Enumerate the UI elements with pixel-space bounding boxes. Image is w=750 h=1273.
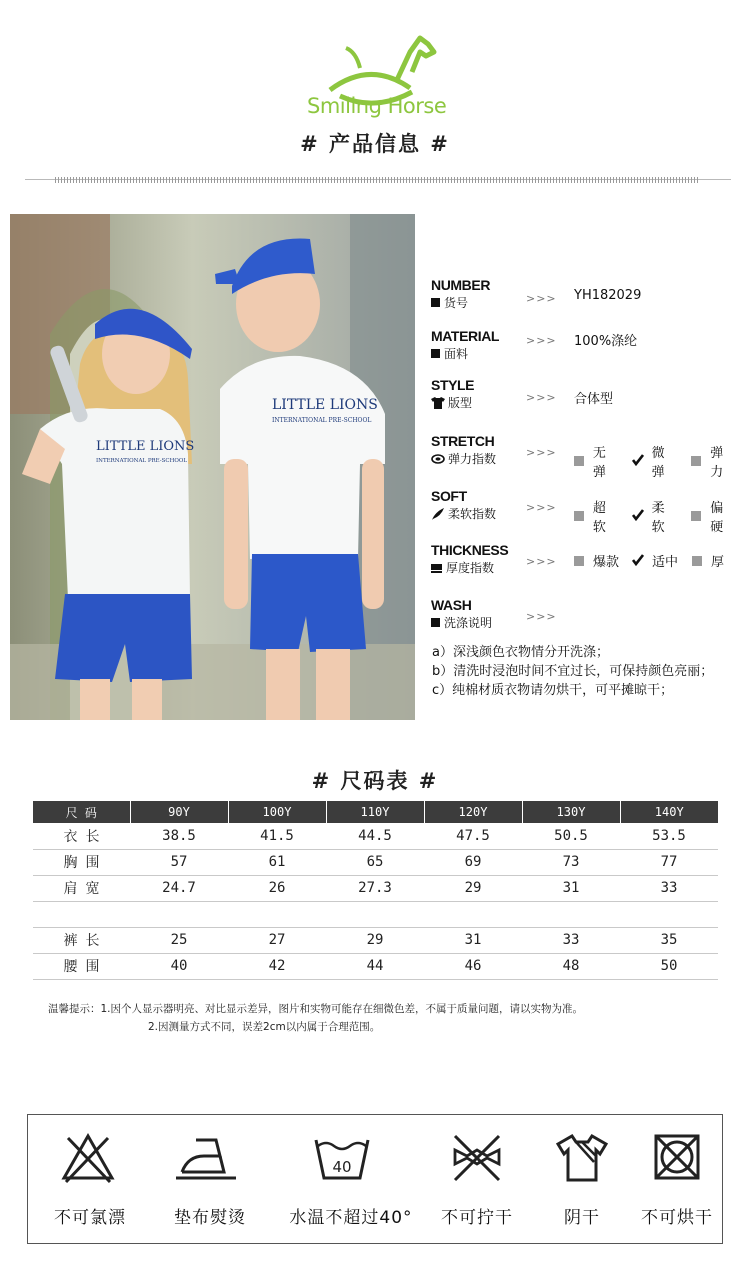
thickness-option: 爆款 <box>593 555 620 570</box>
stretch-option: 无弹 <box>592 446 606 480</box>
spec-material-value: 100%涤纶 <box>574 334 638 349</box>
wash-instruction: b）清洗时浸泡时间不宜过长，可保持颜色亮丽； <box>432 664 714 679</box>
care-label-no-bleach: 不可氯漂 <box>54 1208 126 1228</box>
table-cell: 27.3 <box>326 875 424 901</box>
table-cell: 69 <box>424 849 522 875</box>
size-header-cell: 100Y <box>228 801 326 823</box>
table-row <box>33 927 718 953</box>
iron-with-cloth-icon <box>174 1132 238 1184</box>
square-bullet-icon <box>431 298 440 307</box>
option-box <box>574 511 584 521</box>
table-cell: 48 <box>522 953 620 979</box>
stretch-options <box>574 442 750 480</box>
table-cell: 73 <box>522 849 620 875</box>
table-cell: 26 <box>228 875 326 901</box>
wash-instruction: c）纯棉材质衣物请勿烘干，可平摊晾干； <box>432 683 674 698</box>
no-wring-icon <box>449 1132 505 1184</box>
size-header-cell: 90Y <box>130 801 228 823</box>
spec-thickness <box>431 542 508 576</box>
row-label: 腰围 <box>33 953 130 979</box>
table-cell: 31 <box>424 927 522 953</box>
thickness-option: 厚 <box>711 555 725 570</box>
spec-style-cn: 版型 <box>448 396 473 410</box>
spec-number-arrow: >>> <box>526 292 557 305</box>
check-icon <box>633 556 643 566</box>
table-cell: 50 <box>620 953 718 979</box>
care-label-no-wring: 不可拧干 <box>441 1208 513 1228</box>
table-cell: 35 <box>620 927 718 953</box>
check-icon <box>633 511 643 521</box>
spec-number <box>431 277 490 311</box>
thickness-options <box>574 551 738 570</box>
stretch-option: 弹力 <box>710 446 724 480</box>
stretch-icon <box>431 454 445 464</box>
layers-icon <box>431 563 443 573</box>
spec-stretch-en: STRETCH <box>431 433 495 449</box>
spec-number-en: NUMBER <box>431 277 491 293</box>
tshirt-icon <box>431 397 445 409</box>
table-cell: 33 <box>522 927 620 953</box>
table-row <box>33 875 718 901</box>
girl-shirt-subtext: INTERNATIONAL PRE-SCHOOL <box>96 458 188 464</box>
table-cell: 47.5 <box>424 823 522 849</box>
care-label-iron: 垫布熨烫 <box>174 1208 246 1228</box>
table-cell: 61 <box>228 849 326 875</box>
care-label-wash: 水温不超过40° <box>289 1208 413 1228</box>
spec-wash-cn: 洗涤说明 <box>444 616 493 630</box>
spec-stretch-cn: 弹力指数 <box>448 452 497 466</box>
option-box <box>574 556 584 566</box>
table-cell: 65 <box>326 849 424 875</box>
spec-style-en: STYLE <box>431 377 475 393</box>
boy-shirt-text: LITTLE LIONS <box>272 397 378 413</box>
size-header-cell: 130Y <box>522 801 620 823</box>
tip-line-2: 2.因测量方式不同，误差2cm以内属于合理范围。 <box>148 1021 381 1033</box>
check-icon <box>633 456 643 466</box>
soft-option: 超软 <box>592 501 606 535</box>
spec-material <box>431 328 499 362</box>
spec-style-arrow: >>> <box>526 391 557 404</box>
size-header-cell: 120Y <box>424 801 522 823</box>
girl-shirt-text: LITTLE LIONS <box>96 439 195 454</box>
table-cell: 38.5 <box>130 823 228 849</box>
square-bullet-icon <box>431 349 440 358</box>
brand-name: Smiling Horse <box>307 94 447 118</box>
spec-style-value: 合体型 <box>574 392 614 407</box>
no-tumble-dry-icon <box>652 1132 702 1182</box>
soft-options <box>574 497 750 535</box>
product-info-title: # 产品信息 # <box>300 132 450 156</box>
option-box <box>691 511 701 521</box>
table-cell: 27 <box>228 927 326 953</box>
row-label: 衣长 <box>33 823 130 849</box>
spec-number-value: YH182029 <box>574 288 642 303</box>
size-header-cell: 尺 码 <box>33 801 130 823</box>
boy-shirt-subtext: INTERNATIONAL PRE-SCHOOL <box>272 417 372 424</box>
wash-instruction: a）深浅颜色衣物情分开洗涤； <box>432 645 609 660</box>
spec-thickness-arrow: >>> <box>526 555 557 568</box>
table-cell: 42 <box>228 953 326 979</box>
size-table <box>33 801 718 980</box>
table-cell: 50.5 <box>522 823 620 849</box>
spec-material-cn: 面料 <box>444 347 469 361</box>
wash-temp-text: 40 <box>332 1158 352 1176</box>
spec-thickness-en: THICKNESS <box>431 542 509 558</box>
row-label: 肩宽 <box>33 875 130 901</box>
product-photo <box>10 214 415 720</box>
care-label-shade-dry: 阴干 <box>564 1208 600 1228</box>
spec-material-arrow: >>> <box>526 334 557 347</box>
table-cell: 53.5 <box>620 823 718 849</box>
divider-dots <box>55 177 700 183</box>
table-cell: 33 <box>620 875 718 901</box>
spec-soft-cn: 柔软指数 <box>448 507 497 521</box>
square-bullet-icon <box>431 618 440 627</box>
soft-option: 偏硬 <box>710 501 724 535</box>
row-label: 裤长 <box>33 927 130 953</box>
soft-option: 柔软 <box>651 501 665 535</box>
spec-soft-en: SOFT <box>431 488 467 504</box>
spec-style <box>431 377 474 411</box>
row-label: 胸围 <box>33 849 130 875</box>
thickness-option: 适中 <box>652 555 679 570</box>
spec-stretch-arrow: >>> <box>526 446 557 459</box>
table-cell: 40 <box>130 953 228 979</box>
size-table-header <box>33 801 718 823</box>
spec-thickness-cn: 厚度指数 <box>446 561 495 575</box>
spec-wash <box>431 597 492 631</box>
no-bleach-icon <box>60 1132 116 1184</box>
table-cell: 29 <box>326 927 424 953</box>
wash-40-icon <box>310 1132 374 1184</box>
table-row <box>33 823 718 849</box>
care-label-no-tumble-dry: 不可烘干 <box>641 1208 713 1228</box>
spec-material-en: MATERIAL <box>431 328 500 344</box>
table-cell: 44 <box>326 953 424 979</box>
option-box <box>692 556 702 566</box>
spec-wash-arrow: >>> <box>526 610 557 623</box>
feather-icon <box>431 507 445 521</box>
shade-dry-icon <box>554 1132 610 1184</box>
stretch-option: 微弹 <box>651 446 665 480</box>
table-cell: 25 <box>130 927 228 953</box>
table-row-blank <box>33 901 718 927</box>
table-row <box>33 953 718 979</box>
size-chart-title: # 尺码表 # <box>311 769 439 793</box>
spec-wash-en: WASH <box>431 597 472 613</box>
spec-soft <box>431 488 496 522</box>
table-row <box>33 849 718 875</box>
table-cell: 41.5 <box>228 823 326 849</box>
table-cell: 29 <box>424 875 522 901</box>
size-header-cell: 140Y <box>620 801 718 823</box>
option-box <box>691 456 701 466</box>
spec-stretch <box>431 433 496 467</box>
table-cell: 46 <box>424 953 522 979</box>
table-cell: 57 <box>130 849 228 875</box>
table-cell: 77 <box>620 849 718 875</box>
spec-number-cn: 货号 <box>444 296 469 310</box>
tip-line-1: 温馨提示：1.因个人显示器明亮、对比显示差异，图片和实物可能存在细微色差，不属于质量问题，请以实物为准。 <box>48 1003 584 1015</box>
spec-soft-arrow: >>> <box>526 501 557 514</box>
table-cell: 44.5 <box>326 823 424 849</box>
table-cell: 31 <box>522 875 620 901</box>
option-box <box>574 456 584 466</box>
size-header-cell: 110Y <box>326 801 424 823</box>
table-cell: 24.7 <box>130 875 228 901</box>
